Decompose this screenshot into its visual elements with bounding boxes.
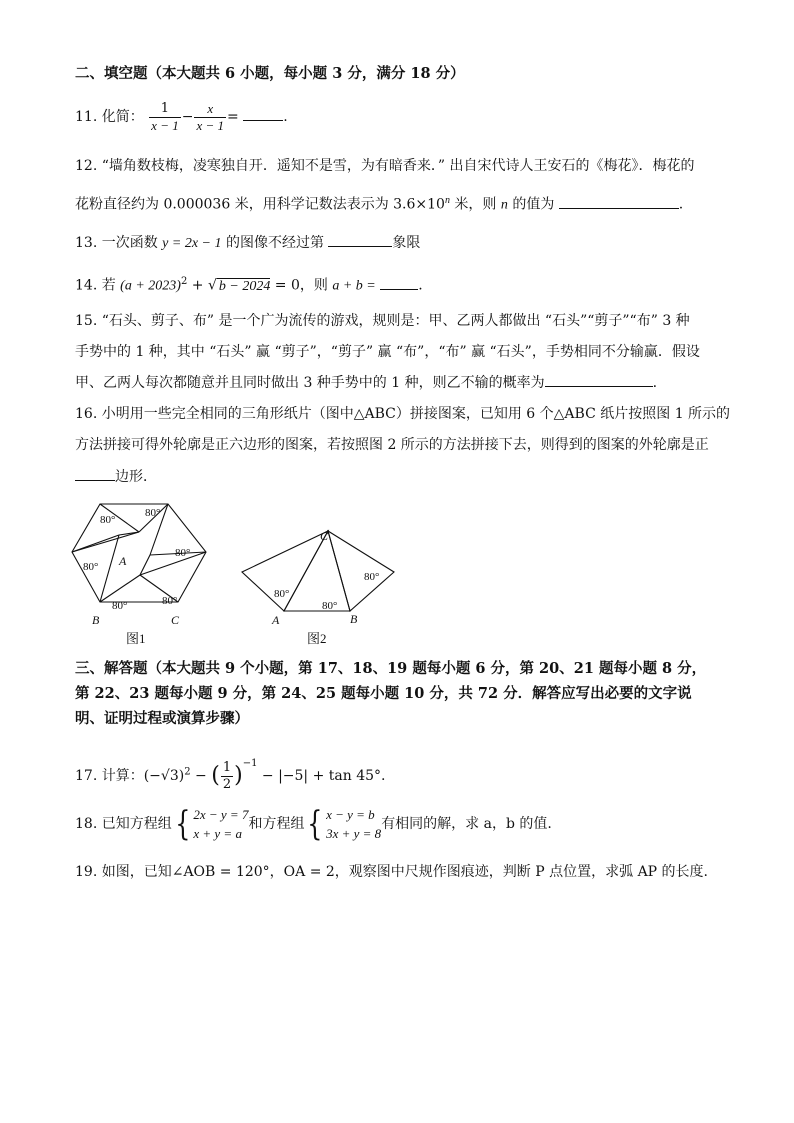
- question-15-line-1: 15. “石头、剪子、布” 是一个广为流传的游戏，规则是：甲、乙两人都做出 “石头”“剪子”“布” 3 种: [75, 313, 690, 329]
- fig1-label-c: C: [171, 613, 180, 627]
- q13-text-a: 13. 一次函数: [75, 235, 163, 251]
- fig1-angle-1: 80°: [100, 514, 116, 526]
- fig2-label-b: B: [350, 612, 358, 626]
- q12-answer-blank: [559, 194, 679, 209]
- q11-period: .: [283, 109, 288, 125]
- q17-exp-1: 2: [184, 766, 191, 778]
- q14-plus: +: [187, 277, 208, 294]
- q11-f2-denominator: x − 1: [196, 117, 224, 133]
- q13-text-b: 的图像不经过第: [221, 235, 324, 251]
- question-14: 14. 若 $(a + 2023)^2$ + √ b − 2024 = 0，则 a + b = .: [75, 276, 423, 294]
- q16-text: 边形．: [115, 469, 157, 485]
- fig2-angle-2: 80°: [322, 600, 338, 612]
- q17-text: 17. 计算：: [75, 768, 144, 784]
- q12-period: .: [678, 196, 684, 213]
- q11-answer-blank: [243, 106, 283, 121]
- q18-system-1: { 2x − y = 7 x + y = a: [174, 804, 249, 844]
- fig2-angle-1: 80°: [274, 588, 290, 600]
- q11-f1-numerator: 1: [149, 101, 181, 118]
- q11-f1-denominator: x − 1: [151, 117, 179, 133]
- q16-answer-blank: [75, 466, 115, 481]
- q13-answer-blank: [328, 232, 392, 247]
- question-18: [75, 802, 552, 846]
- q14-square: 2: [180, 276, 188, 287]
- q11-prefix: 化简：: [101, 109, 144, 125]
- fig1-caption: 图1: [126, 631, 146, 646]
- q11-f2-numerator: x: [194, 101, 226, 118]
- fig2-triangle-3: [328, 531, 394, 611]
- fig1-angle-5: 80°: [112, 600, 128, 612]
- q14-expr-1: (a + 2023): [120, 278, 181, 294]
- figure-2: [236, 522, 401, 652]
- fig2-triangle-2: [284, 531, 350, 611]
- q17-frac-num: 1: [222, 759, 232, 775]
- q14-text-a: 14. 若: [75, 277, 121, 294]
- q14-answer-blank: [380, 275, 418, 290]
- section-3-header-line-3: 明、证明过程或演算步骤）: [75, 710, 249, 727]
- q17-exp-2: −1: [242, 758, 258, 769]
- q12-text-c: 的值为: [507, 196, 555, 213]
- q14-equals: = 0，则: [270, 277, 333, 294]
- question-16-line-2: 方法拼接可得外轮廓是正六边形的图案，若按照图 2 所示的方法拼接下去，则得到的图案的外轮廓是正: [75, 437, 709, 453]
- fig1-label-a: A: [119, 554, 127, 568]
- fig2-label-c: C: [320, 529, 329, 543]
- question-11: [75, 97, 288, 137]
- question-13: [75, 232, 420, 254]
- q17-rest: − |−5| + tan 45°: [257, 768, 382, 784]
- q11-fraction-2: [194, 101, 226, 134]
- q14-radicand: b − 2024: [218, 278, 271, 294]
- q18-s2-row-2: 3x + y = 8: [326, 826, 382, 841]
- fig2-caption: 图2: [307, 631, 327, 646]
- q15-answer-blank: [545, 372, 653, 387]
- section-2-header: 二、填空题（本大题共 6 小题，每小题 3 分，满分 18 分）: [75, 65, 465, 82]
- q14-expr-2: a + b =: [332, 278, 376, 294]
- q17-minus: −: [190, 768, 212, 784]
- question-17: 17. 计算：$(-√3)^2$ − ( $\frac{1}{2}$ )$^{-1}$ − |−5| + tan 45°.: [75, 758, 386, 792]
- question-12-line-2: [75, 191, 683, 216]
- q17-period: .: [381, 768, 386, 784]
- fig2-label-a: A: [272, 613, 280, 627]
- q13-text-c: 象限: [392, 235, 421, 251]
- q12-exponent: n: [444, 195, 450, 206]
- section-3-header-line-2: 第 22、23 题每小题 9 分，第 24、25 题每小题 10 分，共 72 分．解答应写出必要的文字说: [75, 685, 692, 702]
- question-19: 19. 如图，已知∠AOB = 120°，OA = 2，观察图中尺规作图痕迹，判断 P 点位置，求弧 AP 的长度.: [75, 864, 708, 880]
- q17-fraction: [221, 760, 233, 793]
- q11-equals: =: [227, 109, 239, 125]
- section-3-header-line-1: 三、解答题（本大题共 9 个小题，第 17、18、19 题每小题 6 分，第 20、21 题每小题 8 分，: [75, 660, 707, 677]
- q11-minus: −: [181, 109, 194, 125]
- q12-n: n: [500, 197, 508, 213]
- question-15-line-2: 手势中的 1 种，其中 “石头” 赢 “剪子”，“剪子” 赢 “布”，“布” 赢 “石头”，手势相同不分输赢．假设: [75, 344, 700, 360]
- q11-fraction-1: [149, 101, 181, 134]
- q12-text-a: 花粉直径约为 0.000036 米，用科学记数法表示为 3.6×10: [75, 196, 445, 213]
- q18-text-b: 和方程组: [248, 816, 305, 832]
- fig1-angle-6: 80°: [162, 595, 178, 607]
- q18-text-c: 有相同的解，求 a，b 的值.: [381, 816, 552, 832]
- q18-s1-row-1: 2x − y = 7: [193, 807, 249, 822]
- q18-s1-row-2: x + y = a: [193, 826, 242, 841]
- fig1-angle-3: 80°: [175, 547, 191, 559]
- q15-period: .: [652, 375, 658, 391]
- fig1-angle-2: 80°: [145, 507, 161, 519]
- q18-text-a: 18. 已知方程组: [75, 816, 172, 832]
- figure-1: [62, 495, 222, 655]
- q17-frac-den: 2: [222, 776, 232, 792]
- q12-text-b: 米，则: [449, 196, 501, 213]
- q14-period: .: [418, 277, 423, 294]
- q13-function: y = 2x − 1: [162, 236, 222, 251]
- fig2-angle-3: 80°: [364, 571, 380, 583]
- question-12-line-1: 12. “墙角数枝梅，凌寒独自开．遥知不是雪，为有暗香来．” 出自宋代诗人王安石的《梅花》．梅花的: [75, 158, 695, 174]
- question-16-line-1: 16. 小明用一些完全相同的三角形纸片（图中△ABC）拼接图案，已知用 6 个△ABC 纸片按照图 1 所示的: [75, 406, 731, 422]
- fig1-angle-4: 80°: [83, 561, 99, 573]
- q11-number: 11.: [75, 109, 98, 125]
- question-15-line-3: [75, 372, 657, 393]
- q18-s2-row-1: x − y = b: [326, 807, 375, 822]
- q15-text: 甲、乙两人每次都随意并且同时做出 3 种手势中的 1 种，则乙不输的概率为: [75, 375, 545, 391]
- q18-system-2: { x − y = b 3x + y = 8: [307, 804, 382, 844]
- question-16-line-3: [75, 466, 157, 487]
- q17-term-1: (−√3): [143, 768, 185, 784]
- fig1-label-b: B: [92, 613, 100, 627]
